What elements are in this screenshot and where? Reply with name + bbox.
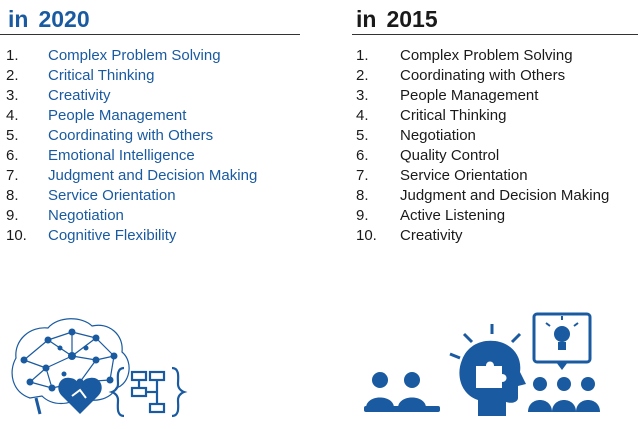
item-label: Negotiation — [400, 127, 476, 144]
item-number: 1. — [356, 47, 369, 64]
item-label: Service Orientation — [48, 187, 176, 204]
item-label: Coordinating with Others — [400, 67, 566, 84]
item-number: 7. — [6, 167, 19, 184]
item-label: Negotiation — [48, 207, 124, 224]
item-label: Active Listening — [400, 207, 506, 224]
item-number: 2. — [356, 67, 369, 84]
item-number: 6. — [356, 147, 369, 164]
item-number: 9. — [356, 207, 369, 224]
flowchart-braces-icon — [112, 368, 184, 416]
item-number: 10. — [356, 227, 377, 244]
item-number: 5. — [6, 127, 19, 144]
item-number: 9. — [6, 207, 19, 224]
item-label: Service Orientation — [400, 167, 528, 184]
head-puzzle-icon — [450, 324, 526, 416]
heading-divider — [0, 34, 300, 35]
item-number: 6. — [6, 147, 19, 164]
heading-divider — [352, 34, 638, 35]
idea-presentation-icon — [528, 314, 600, 412]
item-label: Emotional Intelligence — [48, 147, 195, 164]
item-label: Complex Problem Solving — [48, 47, 221, 64]
item-number: 8. — [356, 187, 369, 204]
item-number: 1. — [6, 47, 19, 64]
heading-prefix: in — [356, 6, 377, 32]
item-label: Quality Control — [400, 147, 500, 164]
item-number: 10. — [6, 227, 27, 244]
item-label: Creativity — [48, 87, 111, 104]
heading-2015 — [356, 6, 438, 33]
item-number: 7. — [356, 167, 369, 184]
item-label: Critical Thinking — [400, 107, 507, 124]
item-number: 8. — [6, 187, 19, 204]
item-label: People Management — [48, 107, 187, 124]
item-label: Cognitive Flexibility — [48, 227, 177, 244]
item-label: Creativity — [400, 227, 463, 244]
item-label: Complex Problem Solving — [400, 47, 573, 64]
item-number: 3. — [356, 87, 369, 104]
item-number: 3. — [6, 87, 19, 104]
item-number: 4. — [6, 107, 19, 124]
illustration-2015 — [360, 308, 610, 420]
heading-2020 — [8, 6, 90, 33]
item-number: 2. — [6, 67, 19, 84]
item-label: Critical Thinking — [48, 67, 155, 84]
item-label: Coordinating with Others — [48, 127, 214, 144]
illustration-2020 — [0, 310, 190, 420]
heading-year: 2020 — [38, 6, 90, 32]
item-number: 5. — [356, 127, 369, 144]
item-number: 4. — [356, 107, 369, 124]
heading-year: 2015 — [386, 6, 438, 32]
meeting-people-icon — [364, 372, 440, 412]
item-label: People Management — [400, 87, 539, 104]
item-label: Judgment and Decision Making — [48, 167, 258, 184]
heading-prefix: in — [8, 6, 29, 32]
item-label: Judgment and Decision Making — [400, 187, 610, 204]
